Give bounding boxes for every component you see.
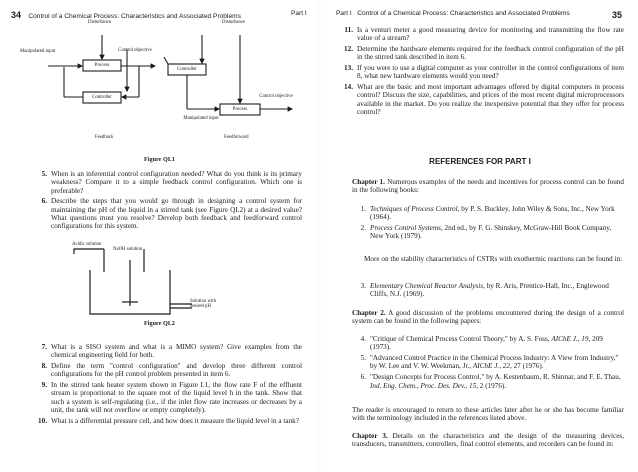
reference-item xyxy=(354,205,624,222)
chapter2-refs xyxy=(354,335,624,393)
reference-item xyxy=(354,354,624,371)
controller-label-left: Controller xyxy=(92,95,112,100)
chapter1-refs xyxy=(354,205,624,243)
reference-text: "Critique of Chemical Process Control Theory," by A. S. Foss, xyxy=(370,335,552,343)
references-heading: REFERENCES FOR PART I xyxy=(429,157,531,166)
question-text: What is a differential pressure cell, and how does it measure the liquid level in a tank? xyxy=(51,416,299,425)
question-number: 11. xyxy=(344,26,353,34)
right-page-number: 35 xyxy=(612,10,623,20)
figure-qi2-caption: Figure QI.2 xyxy=(144,320,175,327)
reference-title: Process Control Systems xyxy=(370,224,441,233)
chapter1-refs-more xyxy=(354,282,624,301)
question-number: 7. xyxy=(41,343,47,351)
question-item xyxy=(30,381,302,414)
reference-text-end: , 2 (1976). xyxy=(476,381,507,390)
reference-text: "Advanced Control Practice in the Chemical Process Industry: A View from Industry," by W. Lee and V. W. Weekman, Jr., xyxy=(370,354,619,371)
question-number: 9. xyxy=(41,380,47,389)
right-page xyxy=(322,0,638,472)
reference-item xyxy=(354,373,624,390)
chapter2-label: Chapter 2. xyxy=(352,309,386,317)
question-text: Define the term "control configuration" and develop three different control configurations for the pH control problem presented in item 6. xyxy=(51,361,302,379)
manipulated-input-label-right: Manipulated input xyxy=(183,116,219,121)
chapter3-intro xyxy=(352,432,624,449)
reference-item xyxy=(354,335,624,352)
questions-11-14 xyxy=(336,26,624,119)
chapter1-more: More on the stability characteristics of CSTRs with exothermic reactions can be found in: xyxy=(364,255,623,263)
chapter1-intro-text: Numerous examples of the needs and incentives for process control can be found in the following books: xyxy=(352,178,624,195)
naoh-solution-label: NaOH solution xyxy=(113,247,143,252)
question-number: 10. xyxy=(38,416,47,425)
question-number: 6. xyxy=(41,197,47,206)
reference-number: 5. xyxy=(360,354,366,363)
reference-item xyxy=(354,224,624,241)
question-text: Is a venturi meter a good measuring device for monitoring and transmitting the flow rate value of a stream? xyxy=(357,26,624,43)
chapter3-label: Chapter 3. xyxy=(352,432,388,440)
acidic-solution-label: Acidic solution xyxy=(72,242,102,247)
reference-journal: AIChE J., 22 xyxy=(472,362,510,371)
right-running-title: Control of a Chemical Process: Characteristics and Associated Problems xyxy=(357,10,570,17)
question-item xyxy=(30,343,302,360)
questions-5-6 xyxy=(30,170,302,233)
question-item xyxy=(336,45,624,62)
question-item xyxy=(336,26,624,43)
chapter2-note: The reader is encouraged to return to these articles later after he or she has become familiar with the terminology included in the references listed above. xyxy=(352,406,624,423)
figure-qi2-diagram xyxy=(60,242,260,330)
questions-7-10 xyxy=(30,343,302,427)
right-running-head xyxy=(336,10,570,17)
left-page-number: 34 xyxy=(11,10,22,20)
figure-qi1-diagram xyxy=(0,18,316,168)
right-page-number-wrap xyxy=(612,10,622,20)
question-number: 5. xyxy=(41,170,47,178)
chapter1-label: Chapter 1. xyxy=(352,178,385,186)
controller-label-right: Controller xyxy=(177,67,197,72)
reference-text: "Design Concepts for Process Control," by A. Kestenbaum, R. Shinnar, and F. E. Thau, xyxy=(370,373,621,382)
control-objective-label-right: Control objective xyxy=(259,94,293,99)
reference-number: 1. xyxy=(360,205,366,213)
reference-text: , by R. Aris, Prentice-Hall, Inc., Englewood Cliffs, N.J. (1969). xyxy=(370,282,609,299)
left-part-label: Part I xyxy=(291,10,307,17)
question-text: When is an inferential control configuration needed? What do you think is its primary weakness? Compare it to a simple feedback control configuration. Which one is preferable? xyxy=(51,170,302,195)
reference-text: , by P. S. Buckley, John Wiley & Sons, Inc., New York (1964). xyxy=(370,205,615,222)
reference-journal: Ind. Eng. Chem., Proc. Des. Dev., 15 xyxy=(370,381,477,390)
question-item xyxy=(30,170,302,195)
question-text: If you were to use a digital computer as your controller in the control configurations of item 8, what new hardware elements would you need? xyxy=(357,63,624,81)
question-text: In the stirred tank heater system shown in Figure I.1, the flow rate F of the effluent stream is proportional to the square root of the liquid level h in the tank. Show that such a system is self-regulating (i.e., if the inlet flow rate increases or decreases by a unit, the tank will not overflow or empty completely). xyxy=(51,380,302,414)
reference-number: 6. xyxy=(360,373,366,382)
reference-title: Elementary Chemical Reactor Analysis xyxy=(370,282,484,290)
disturbance-label-right: Disturbance xyxy=(222,20,246,25)
question-item xyxy=(30,197,302,230)
question-text: Describe the steps that you would go through in designing a control system for maintaining the pH of the liquid in a stirred tank (see Figure QI.2) at a desired value? What questions must you resolve? Develop both feedback and feedforward control configurations for this system. xyxy=(51,197,302,231)
question-number: 12. xyxy=(344,44,353,53)
process-label-right: Process xyxy=(232,107,248,112)
reference-item xyxy=(354,282,624,299)
figure-qi2 xyxy=(60,242,260,330)
question-text: Determine the hardware elements required for the feedback control configuration of the pH in the stirred tank described in item 6. xyxy=(357,44,624,62)
figure-qi1 xyxy=(0,18,316,168)
question-number: 13. xyxy=(344,63,353,72)
reference-text-end: , 209 (1973). xyxy=(370,335,603,352)
question-item xyxy=(30,417,302,425)
figure-qi1-caption: Figure QI.1 xyxy=(144,156,175,163)
right-part-label: Part I xyxy=(336,10,352,17)
reference-journal: AIChE J., 19 xyxy=(551,335,589,343)
question-number: 14. xyxy=(344,82,353,91)
chapter2-intro-text: A good discussion of the problems encountered during the design of a control system can be found in the following papers: xyxy=(352,309,624,326)
reference-number: 4. xyxy=(360,335,366,343)
solution-out-label: Solution with desired pH xyxy=(190,299,216,309)
left-running-title: Control of a Chemical Process: Characteristics and Associated Problems xyxy=(28,13,241,20)
manipulated-input-label-left: Manipulated input xyxy=(20,49,56,54)
reference-number: 2. xyxy=(360,224,366,233)
reference-text: , 2nd ed., by F. G. Shinskey, McGraw-Hill Book Company, New York (1979). xyxy=(370,224,612,241)
question-number: 8. xyxy=(41,361,47,370)
question-text: What is a SISO system and what is a MIMO system? Give examples from the chemical engineering field for both. xyxy=(51,343,302,360)
reference-title: Techniques of Process Control xyxy=(370,205,458,213)
question-item xyxy=(336,83,624,116)
question-item xyxy=(30,362,302,379)
left-page xyxy=(0,0,316,472)
question-text: What are the basic and most important advantages offered by digital computers in process control? Discuss the size, capabilities, and prices of the most recent digital microprocessors available in the market. Do you realize the inexpensive potential that they offer for process control? xyxy=(357,82,624,116)
chapter2-intro xyxy=(352,309,624,326)
question-item xyxy=(336,64,624,81)
disturbance-label-left: Disturbance xyxy=(88,20,112,25)
feedback-label: Feedback xyxy=(95,135,114,140)
feedforward-label: Feedforward xyxy=(224,135,249,140)
reference-number: 3. xyxy=(360,282,366,290)
process-label-left: Process xyxy=(94,63,110,68)
chapter1-intro xyxy=(352,178,624,195)
reference-text-end: , 27 (1976). xyxy=(509,362,544,371)
chapter3-intro-text: Details on the characteristics and the design of the measuring devices, transducers, transmitters, controllers, final control elements, and recorders can be found in: xyxy=(352,432,624,449)
control-objective-label-top: Control objective xyxy=(118,48,152,53)
